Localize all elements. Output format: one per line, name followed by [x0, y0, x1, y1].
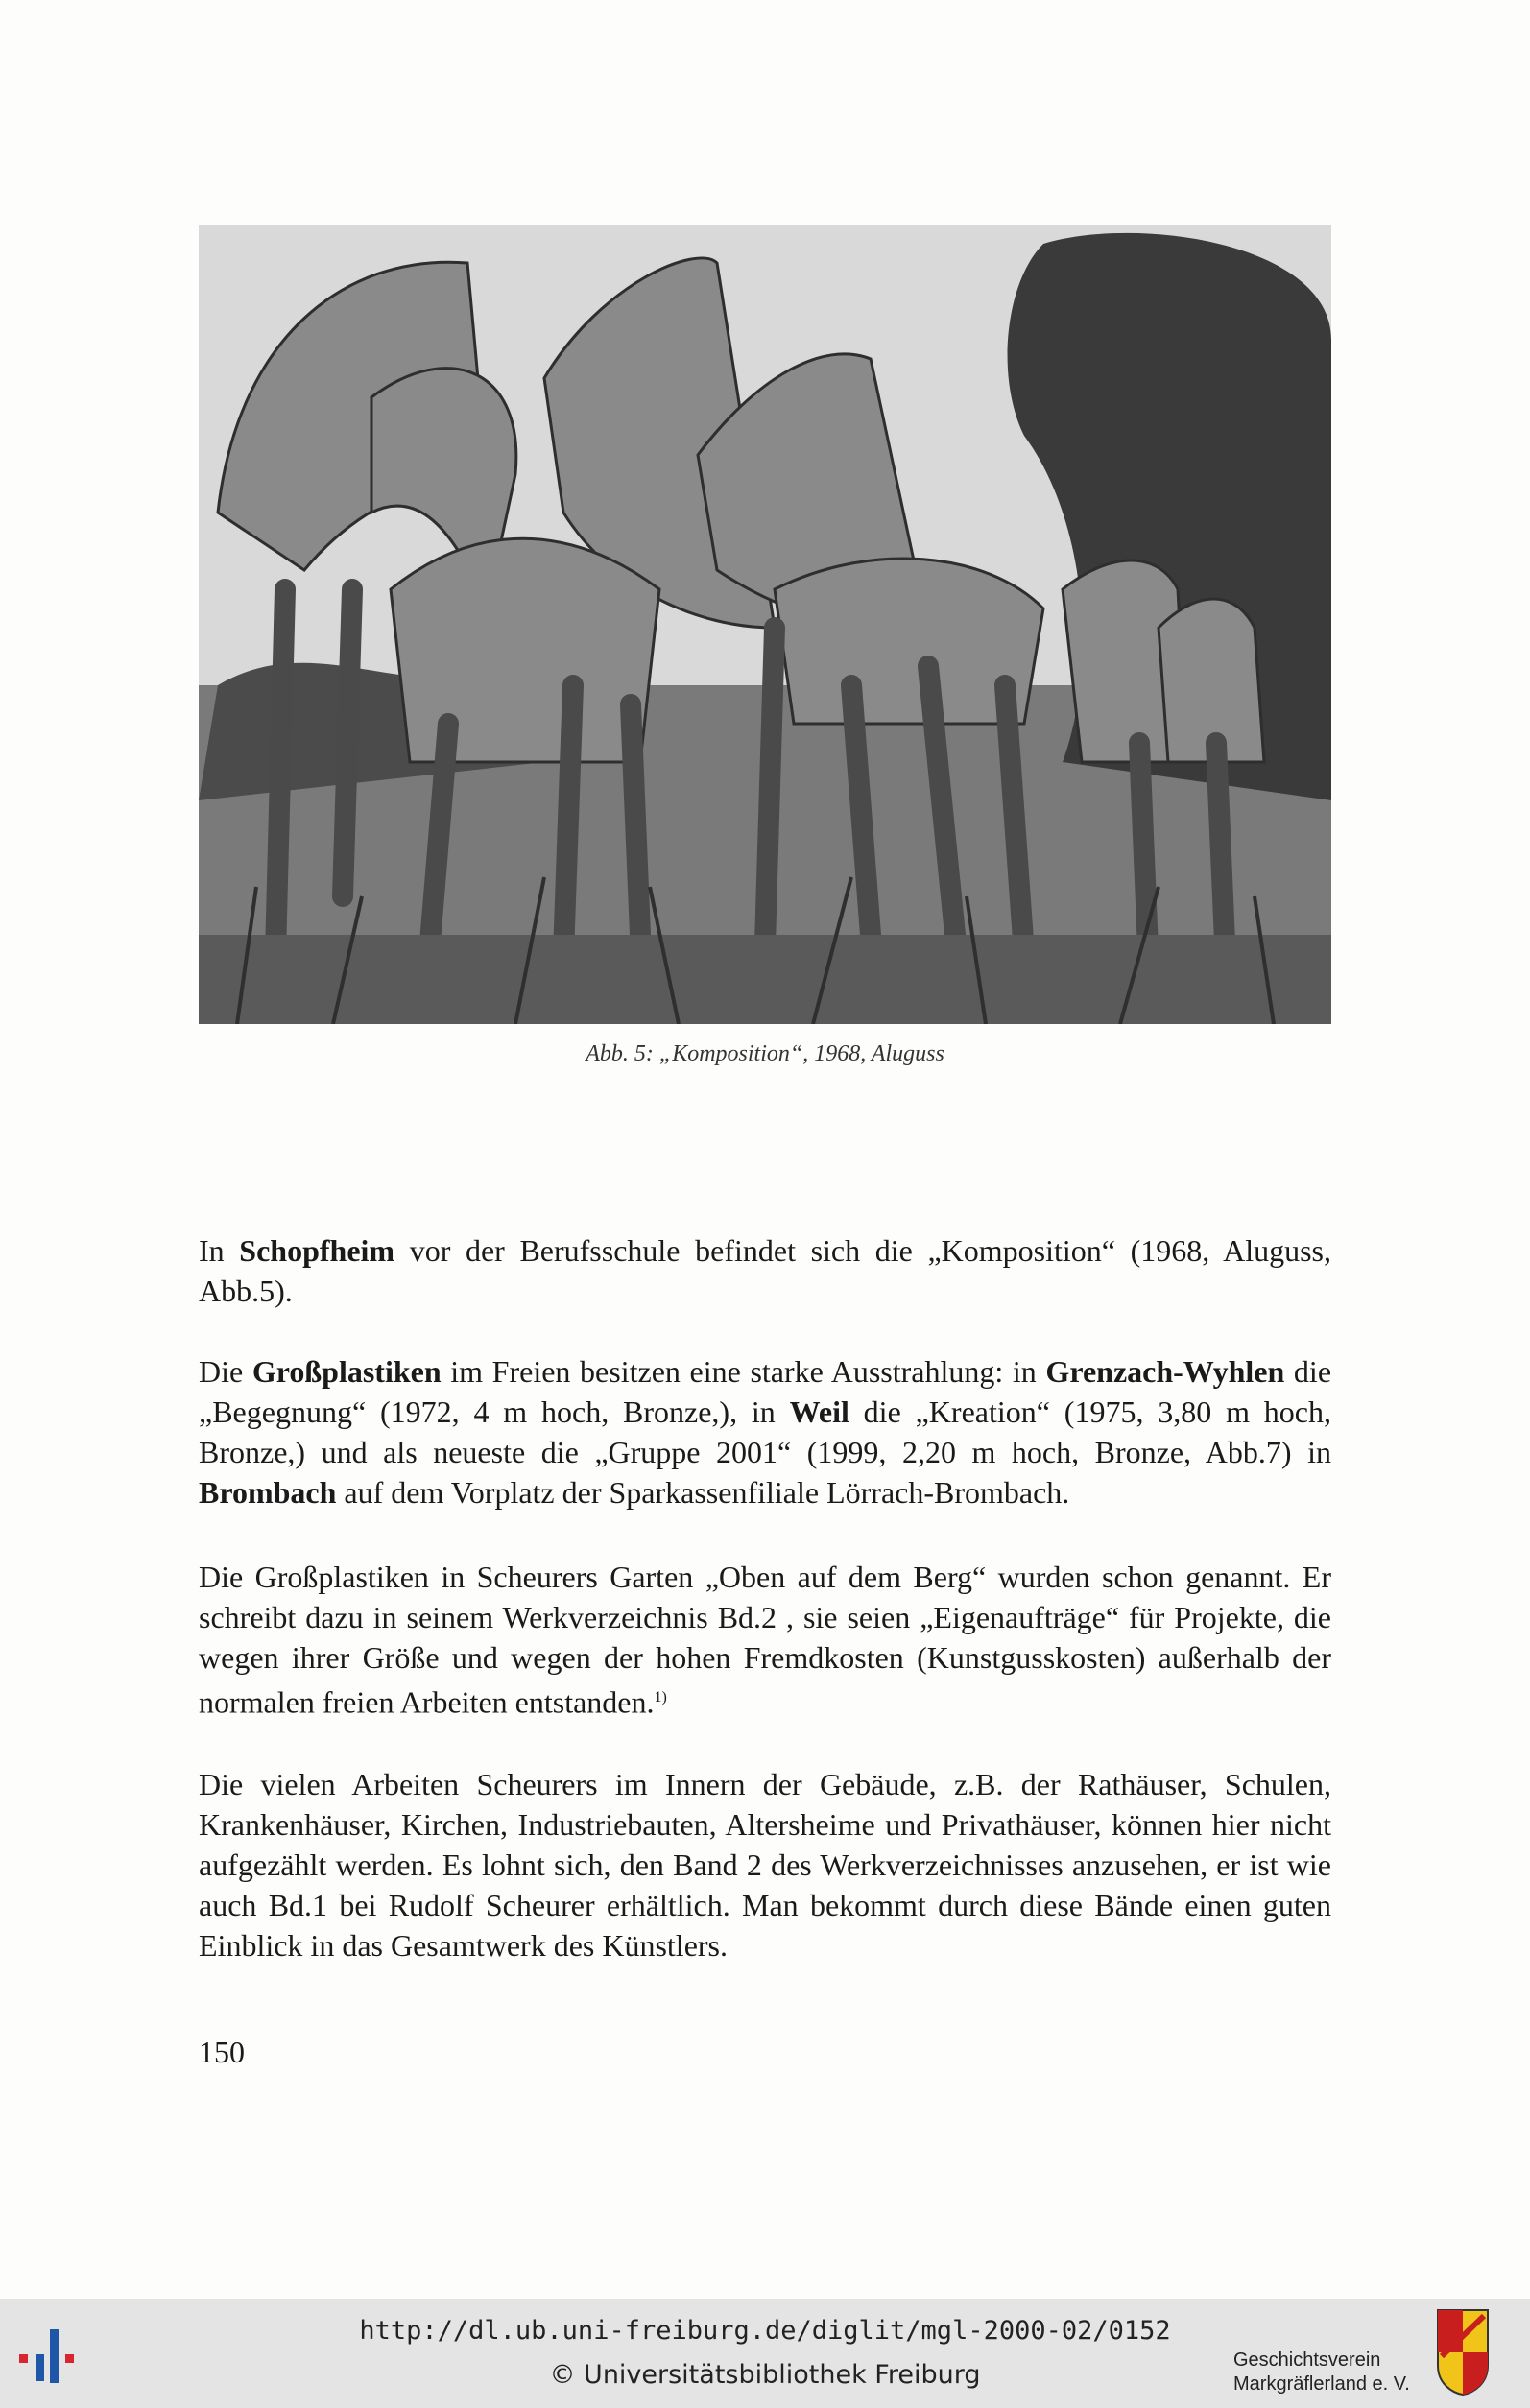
text-run: Die vielen Arbeiten Scheurers im Innern der Gebäude, z.B. der Rathäuser, Schulen, Krankenhäuser, Kirchen, Industriebauten, Altersheime und Privathäuser, können hier nicht aufgezählt werden. Es lohnt sich, den Band 2 des Werkverzeichnisses anzusehen, er ist wie auch Bd.1 bei Rudolf Scheurer erhältlich. Man bekommt durch diese Bände einen guten Einblick in das Gesamtwerk des Künstlers.	[199, 1767, 1331, 1963]
text-run: die „Begegnung“ (1972, 4 m hoch, Bronze,), in	[199, 1354, 1332, 1429]
footnote-marker: 1)	[654, 1689, 667, 1705]
text-run: Die	[199, 1354, 252, 1389]
footer-bar	[0, 2299, 1530, 2408]
text-run: In	[199, 1233, 240, 1268]
bold-place-name: Weil	[789, 1395, 849, 1429]
text-run: im Freien besitzen eine starke Ausstrahlung: in	[441, 1354, 1046, 1389]
text-run: vor der Berufsschule befindet sich die „Komposition“ (1968, Aluguss, Abb.5).	[199, 1233, 1332, 1308]
society-line-2: Markgräflerland e. V.	[1233, 2373, 1410, 2395]
text-run: die „Kreation“ (1975, 3,80 m hoch, Bronze,) und als neueste die „Gruppe 2001“ (1999, 2,20 m hoch, Bronze, Abb.7) in	[199, 1395, 1332, 1469]
bold-place-name: Großplastiken	[251, 1354, 442, 1389]
figure-caption: Abb. 5: „Komposition“, 1968, Aluguss	[586, 1041, 944, 1066]
bold-place-name: Brombach	[199, 1475, 337, 1510]
copyright-text: © Universitätsbibliothek Freiburg	[549, 2360, 981, 2390]
document-url[interactable]: http://dl.ub.uni-freiburg.de/diglit/mgl-2000-02/0152	[359, 2316, 1171, 2346]
paragraph-innenarbeiten	[199, 1764, 1331, 1966]
society-name	[1233, 2348, 1410, 2396]
society-line-1: Geschichtsverein	[1233, 2349, 1381, 2371]
paragraph-schopfheim	[199, 1230, 1331, 1311]
text-run: auf dem Vorplatz der Sparkassenfiliale Lörrach-Brombach.	[336, 1475, 1070, 1510]
page-number: 150	[199, 2035, 245, 2069]
paragraph-grossplastiken	[199, 1351, 1331, 1513]
bold-place-name: Schopfheim	[239, 1233, 395, 1268]
sculpture-image	[199, 225, 1331, 1024]
text-run: Die Großplastiken in Scheurers Garten „Oben auf dem Berg“ wurden schon genannt. Er schreibt dazu in seinem Werkverzeichnis Bd.2 , sie seien „Eigenaufträge“ für Projekte, die wegen ihrer Größe und wegen der hohen Fremdkosten (Kunstgusskosten) außerhalb der normalen freien Arbeiten entstanden.	[199, 1560, 1331, 1720]
coat-of-arms-icon	[1436, 2308, 1490, 2396]
sculpture-photo	[199, 225, 1331, 1024]
bold-place-name: Grenzach-Wyhlen	[1045, 1354, 1285, 1389]
paragraph-scheurers-garten	[199, 1557, 1331, 1723]
